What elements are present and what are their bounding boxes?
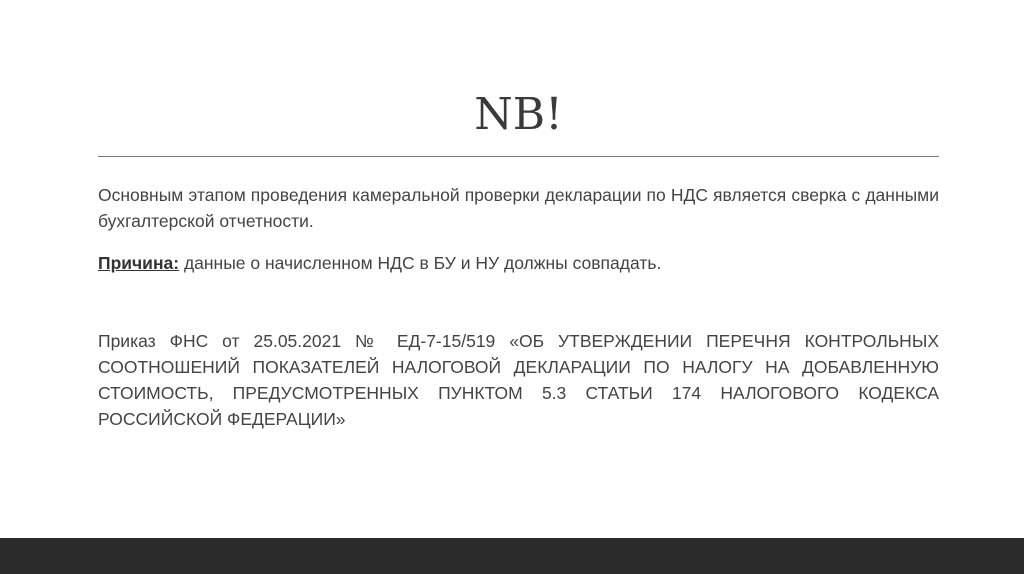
title-divider [98, 156, 939, 157]
paragraph-order-reference: Приказ ФНС от 25.05.2021 № ЕД-7-15/519 «ОБ УТВЕРЖДЕНИИ ПЕРЕЧНЯ КОНТРОЛЬНЫХ СООТНОШЕНИЙ ПОКАЗАТЕЛЕЙ НАЛОГОВОЙ ДЕКЛАРАЦИИ ПО НАЛОГУ НА ДОБАВЛЕННУЮ СТОИМОСТЬ, ПРЕДУСМОТРЕННЫХ ПУНКТОМ 5.3 СТАТЬИ 174 НАЛОГОВОГО КОДЕКСА РОССИЙСКОЙ ФЕДЕРАЦИИ» [98, 331, 939, 429]
slide-title: NB! [474, 89, 563, 140]
footer-bar [0, 538, 1024, 574]
reason-text: данные о начисленном НДС в БУ и НУ должны совпадать. [179, 253, 662, 273]
paragraph-reason [98, 250, 939, 276]
reason-label: Причина: [98, 253, 180, 273]
paragraph-main-stage: Основным этапом проведения камеральной проверки декларации по НДС является сверка с данными бухгалтерской отчетности. [98, 185, 939, 231]
slide-body [98, 182, 939, 432]
